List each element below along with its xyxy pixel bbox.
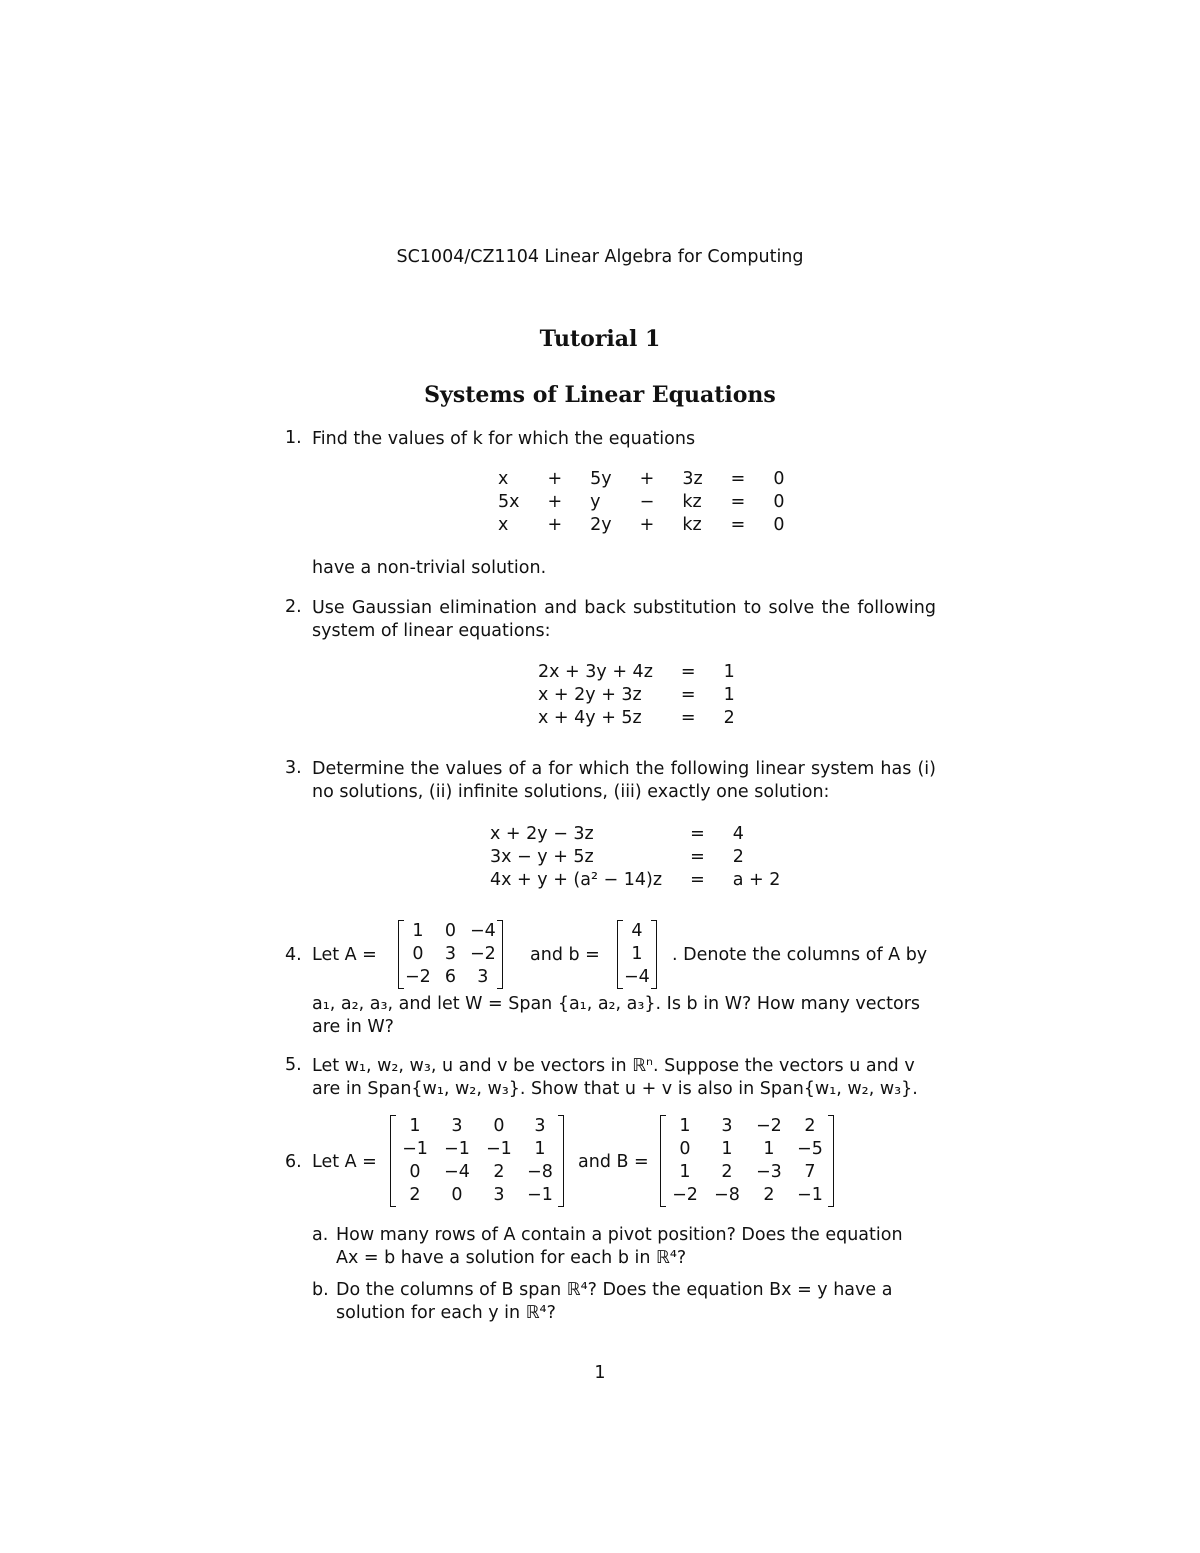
matrix-entry: 3	[493, 1185, 505, 1205]
matrix-entry: 3	[451, 1116, 463, 1136]
matrix-entry: −1	[444, 1139, 470, 1159]
equation-term: +	[639, 469, 655, 489]
equation-term: 4x + y + (a² − 14)z	[490, 870, 663, 890]
matrix-entry: 0	[493, 1116, 505, 1136]
matrix-entry: 7	[804, 1162, 816, 1182]
equation-term: =	[680, 662, 696, 682]
matrix-entry: 3	[534, 1116, 546, 1136]
equation-term: =	[690, 870, 705, 890]
equation-row	[498, 514, 784, 537]
equation-term: x + 4y + 5z	[538, 708, 642, 728]
matrix-entry: 1	[534, 1139, 546, 1159]
equation-row	[538, 707, 735, 730]
matrix-row	[667, 1115, 827, 1138]
equation-term: =	[690, 847, 705, 867]
matrix-entry: 2	[493, 1162, 505, 1182]
q5-line2: are in Span{w₁, w₂, w₃}. Show that u + v is also in Span{w₁, w₂, w₃}.	[312, 1079, 918, 1099]
matrix-entry: 2	[409, 1185, 421, 1205]
q6-part-a-line1: How many rows of A contain a pivot position? Does the equation	[336, 1225, 903, 1245]
matrix-entry: 3	[444, 944, 456, 964]
q6-part-a-line2: Ax = b have a solution for each b in ℝ⁴?	[336, 1248, 687, 1268]
q3-text: Determine the values of a for which the following linear system has (i) no solutions, (ii) infinite solutions, (iii) exactly one solution:	[312, 759, 936, 802]
matrix-entry: 0	[412, 944, 424, 964]
matrix-entry: 0	[409, 1162, 421, 1182]
equation-row	[538, 661, 735, 684]
equation-term: +	[547, 469, 563, 489]
matrix-entry: −1	[486, 1139, 512, 1159]
q6-let-a: Let A =	[312, 1152, 377, 1172]
equation-row	[490, 846, 780, 869]
q4-line2: a₁, a₂, a₃, and let W = Span {a₁, a₂, a₃}. Is b in W? How many vectors	[312, 994, 921, 1014]
equation-row	[498, 491, 784, 514]
q2-text: Use Gaussian elimination and back substitution to solve the following system of linear equations:	[312, 598, 936, 641]
matrix-row	[397, 1161, 557, 1184]
matrix-entry: −4	[469, 921, 496, 941]
matrix-entry: 3	[477, 967, 489, 987]
matrix-entry: −1	[527, 1185, 553, 1205]
equation-term: x + 2y − 3z	[490, 824, 594, 844]
matrix-entry: 3	[721, 1116, 733, 1136]
q2-number: 2.	[285, 597, 302, 617]
q6-part-b-line2: solution for each y in ℝ⁴?	[336, 1303, 556, 1323]
equation-row	[490, 869, 780, 892]
equation-row	[498, 468, 784, 491]
matrix-entry: 0	[679, 1139, 691, 1159]
matrix-entry: −8	[714, 1185, 740, 1205]
equation-term: =	[680, 708, 696, 728]
matrix-entry: 0	[444, 921, 456, 941]
matrix-entry: 1	[409, 1116, 421, 1136]
matrix-entry: −8	[527, 1162, 553, 1182]
equation-term: 1	[723, 662, 735, 682]
matrix-entry: −2	[756, 1116, 782, 1136]
equation-term: kz	[682, 492, 702, 512]
matrix-row	[397, 1115, 557, 1138]
equation-term: =	[730, 515, 746, 535]
q1-intro: Find the values of k for which the equations	[312, 429, 696, 449]
matrix-row	[624, 943, 650, 966]
equation-term: +	[547, 515, 563, 535]
equation-term: =	[680, 685, 696, 705]
q6-part-b-label: b.	[312, 1280, 329, 1300]
matrix-row	[405, 943, 496, 966]
q3-equation-system	[490, 823, 780, 892]
matrix-row	[624, 966, 650, 989]
topic-title: Systems of Linear Equations	[424, 382, 776, 408]
equation-term: 3z	[682, 469, 703, 489]
equation-term: x	[498, 515, 509, 535]
matrix-entry: −4	[444, 1162, 470, 1182]
equation-term: 2	[732, 847, 744, 867]
equation-term: 2	[723, 708, 735, 728]
q4-and-b: and b =	[530, 945, 600, 965]
equation-term: 2x + 3y + 4z	[538, 662, 653, 682]
equation-term: 5x	[498, 492, 520, 512]
equation-term: y	[590, 492, 601, 512]
matrix-entry: 2	[763, 1185, 775, 1205]
matrix-entry: 1	[631, 944, 643, 964]
q6-matrix-b	[660, 1115, 834, 1207]
matrix-entry: −1	[402, 1139, 428, 1159]
q6-matrix-a	[390, 1115, 564, 1207]
q4-line3: are in W?	[312, 1017, 394, 1037]
matrix-entry: 2	[721, 1162, 733, 1182]
q4-number: 4.	[285, 945, 302, 965]
q6-part-a-label: a.	[312, 1225, 329, 1245]
equation-term: 0	[773, 469, 785, 489]
matrix-entry: −5	[797, 1139, 823, 1159]
q4-denote: . Denote the columns of A by	[672, 945, 928, 965]
course-title: SC1004/CZ1104 Linear Algebra for Computing	[396, 247, 804, 267]
q5-number: 5.	[285, 1055, 302, 1075]
equation-term: 3x − y + 5z	[490, 847, 594, 867]
matrix-entry: 2	[804, 1116, 816, 1136]
matrix-entry: −4	[624, 967, 650, 987]
equation-term: 4	[732, 824, 744, 844]
matrix-row	[624, 920, 650, 943]
q4-let-a: Let A =	[312, 945, 377, 965]
equation-term: kz	[682, 515, 702, 535]
q6-part-b-line1: Do the columns of B span ℝ⁴? Does the equation Bx = y have a	[336, 1280, 893, 1300]
matrix-entry: 1	[679, 1116, 691, 1136]
equation-term: −	[639, 492, 655, 512]
matrix-row	[667, 1161, 827, 1184]
equation-term: +	[547, 492, 563, 512]
equation-term: 2y	[590, 515, 612, 535]
q6-number: 6.	[285, 1152, 302, 1172]
matrix-row	[405, 966, 496, 989]
q1-outro: have a non-trivial solution.	[312, 558, 547, 578]
matrix-entry: 6	[444, 967, 456, 987]
equation-term: x + 2y + 3z	[538, 685, 642, 705]
equation-term: a + 2	[732, 870, 781, 890]
matrix-entry: 1	[721, 1139, 733, 1159]
equation-term: =	[730, 469, 746, 489]
matrix-row	[667, 1184, 827, 1207]
matrix-entry: 1	[679, 1162, 691, 1182]
q5-line1: Let w₁, w₂, w₃, u and v be vectors in ℝⁿ. Suppose the vectors u and v	[312, 1056, 915, 1076]
q4-vector-b	[617, 920, 657, 989]
page-number: 1	[594, 1363, 606, 1383]
matrix-entry: −3	[756, 1162, 782, 1182]
matrix-row	[397, 1138, 557, 1161]
matrix-entry: −1	[797, 1185, 823, 1205]
equation-term: 0	[773, 515, 785, 535]
equation-term: =	[730, 492, 746, 512]
q1-equation-system	[498, 468, 784, 537]
equation-term: 0	[773, 492, 785, 512]
equation-row	[490, 823, 780, 846]
q3-number: 3.	[285, 758, 302, 778]
equation-term: x	[498, 469, 509, 489]
tutorial-title: Tutorial 1	[539, 326, 661, 352]
matrix-row	[405, 920, 496, 943]
matrix-entry: 0	[451, 1185, 463, 1205]
matrix-row	[667, 1138, 827, 1161]
matrix-entry: 1	[412, 921, 424, 941]
matrix-entry: −2	[672, 1185, 698, 1205]
matrix-entry: 4	[631, 921, 643, 941]
q2-equation-system	[538, 661, 735, 730]
matrix-entry: 1	[763, 1139, 775, 1159]
equation-term: +	[639, 515, 655, 535]
q1-number: 1.	[285, 428, 302, 448]
equation-row	[538, 684, 735, 707]
matrix-entry: −2	[469, 944, 496, 964]
equation-term: 5y	[590, 469, 612, 489]
q6-and-b: and B =	[578, 1152, 649, 1172]
matrix-entry: −2	[405, 967, 431, 987]
equation-term: =	[690, 824, 705, 844]
q4-matrix-a	[398, 920, 503, 989]
matrix-row	[397, 1184, 557, 1207]
equation-term: 1	[723, 685, 735, 705]
